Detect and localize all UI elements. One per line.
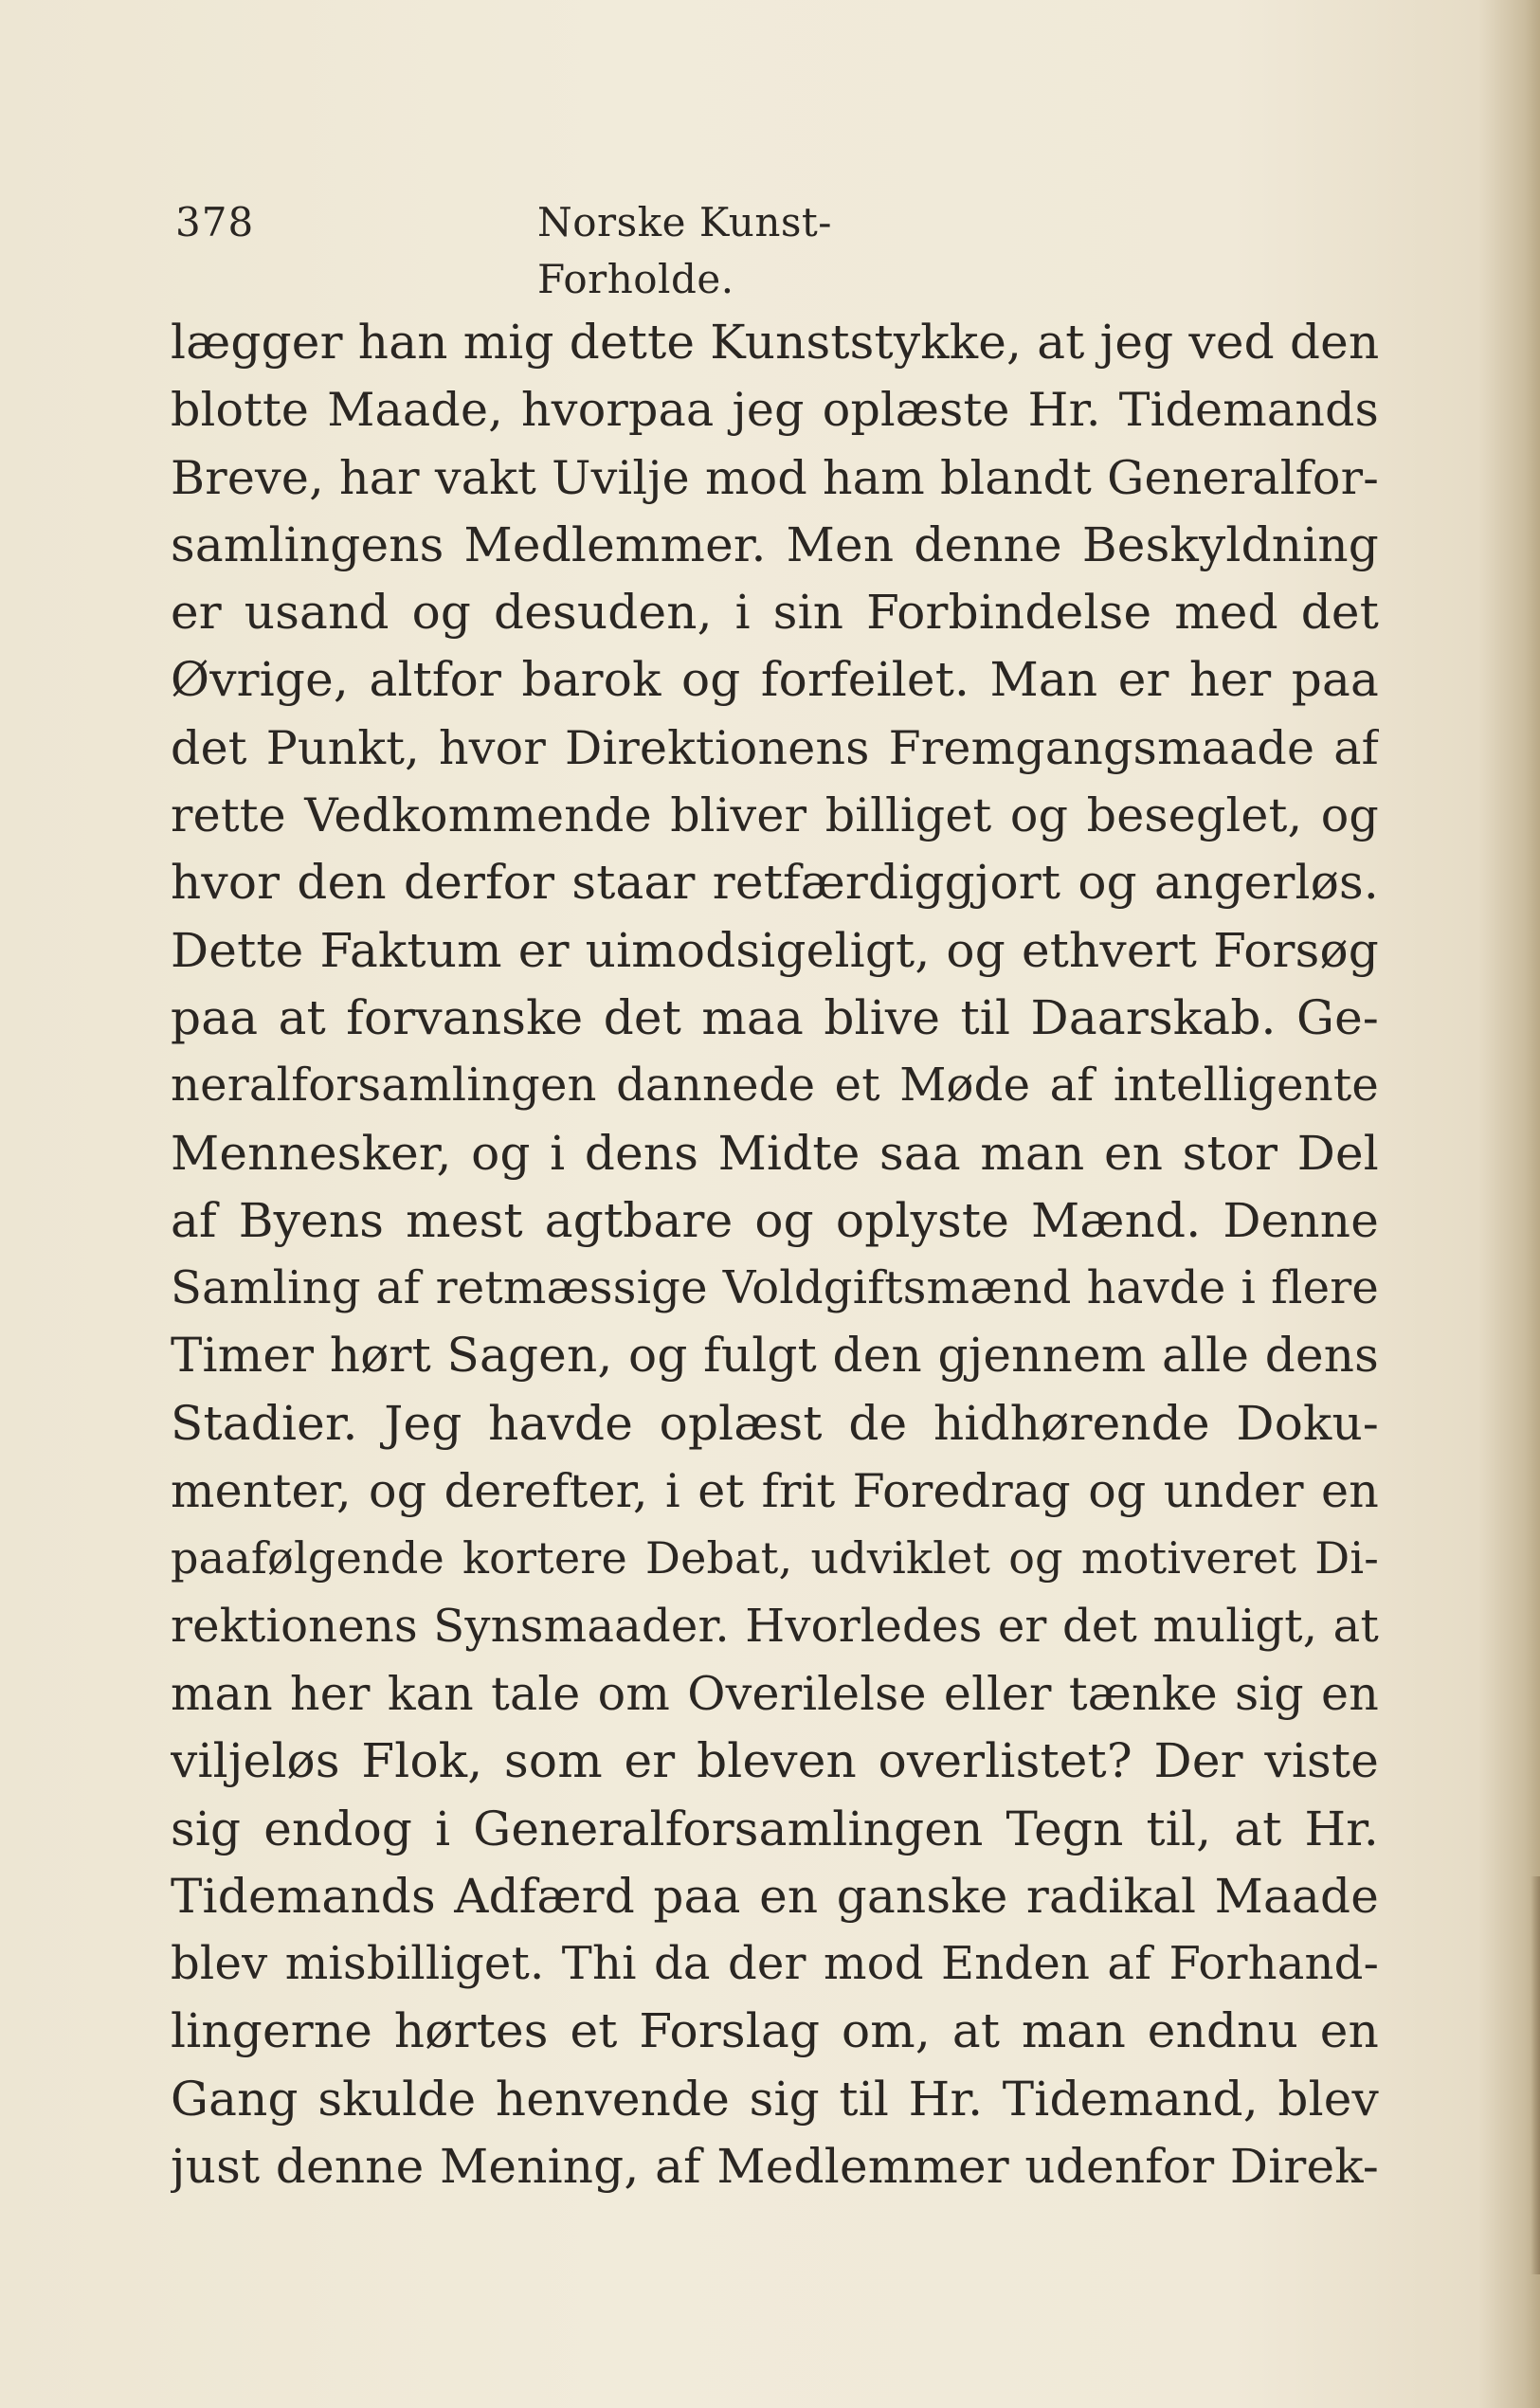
text-line: viljeløs Flok, som er bleven overlistet? Der viste [171, 1733, 1379, 1789]
text-line: just denne Mening, af Medlemmer udenfor Direk- [171, 2139, 1379, 2195]
running-title: Norske Kunst-Forholde. [537, 199, 832, 302]
text-line: blev misbilliget. Thi da der mod Enden af Forhand- [171, 1937, 1379, 1991]
text-line: man her kan tale om Overilelse eller tænke sig en [171, 1666, 1379, 1721]
text-line: Gang skulde henvende sig til Hr. Tidemand, blev [171, 2071, 1379, 2127]
text-line: rektionens Synsmaader. Hvorledes er det muligt, at [171, 1599, 1379, 1653]
text-line: sig endog i Generalforsamlingen Tegn til, at Hr. [171, 1801, 1379, 1856]
text-line: neralforsamlingen dannede et Møde af intelligente [171, 1059, 1379, 1113]
page-edge-shadow [1531, 1876, 1540, 2274]
text-line: Timer hørt Sagen, og fulgt den gjennem alle dens [171, 1328, 1379, 1384]
text-line: Samling af retmæssige Voldgiftsmænd havde i flere [171, 1261, 1379, 1315]
text-line: hvor den derfor staar retfærdiggjort og angerløs. [171, 855, 1379, 911]
text-line: paafølgende kortere Debat, udviklet og motiveret Di- [171, 1532, 1379, 1584]
text-line: er usand og desuden, i sin Forbindelse med det [171, 585, 1379, 641]
text-line: Breve, har vakt Uvilje mod ham blandt Generalfor- [171, 450, 1379, 505]
page-header [175, 194, 1005, 302]
text-line: Tidemands Adfærd paa en ganske radikal Maade [171, 1868, 1379, 1924]
text-line: lingerne hørtes et Forslag om, at man endnu en [171, 2003, 1379, 2059]
text-line: paa at forvanske det maa blive til Daarskab. Ge- [171, 989, 1379, 1045]
page-number: 378 [175, 199, 255, 245]
text-line: lægger han mig dette Kunststykke, at jeg ved den [171, 315, 1379, 370]
text-line: det Punkt, hvor Direktionens Fremgangsmaade af [171, 720, 1379, 775]
body-text [171, 309, 1379, 2200]
text-line: blotte Maade, hvorpaa jeg oplæste Hr. Tidemands [171, 383, 1379, 438]
text-line: af Byens mest agtbare og oplyste Mænd. Denne [171, 1192, 1379, 1248]
text-line: Øvrige, altfor barok og forfeilet. Man er her paa [171, 652, 1379, 708]
text-line: menter, og derefter, i et frit Foredrag og under en [171, 1464, 1379, 1519]
text-line: samlingens Medlemmer. Men denne Beskyldning [171, 516, 1379, 572]
text-line: Dette Faktum er uimodsigeligt, og ethvert Forsøg [171, 922, 1379, 978]
text-line: Mennesker, og i dens Midte saa man en stor Del [171, 1125, 1379, 1181]
text-line: Stadier. Jeg havde oplæst de hidhørende Doku- [171, 1395, 1379, 1451]
text-line: rette Vedkommende bliver billiget og beseglet, og [171, 788, 1379, 843]
